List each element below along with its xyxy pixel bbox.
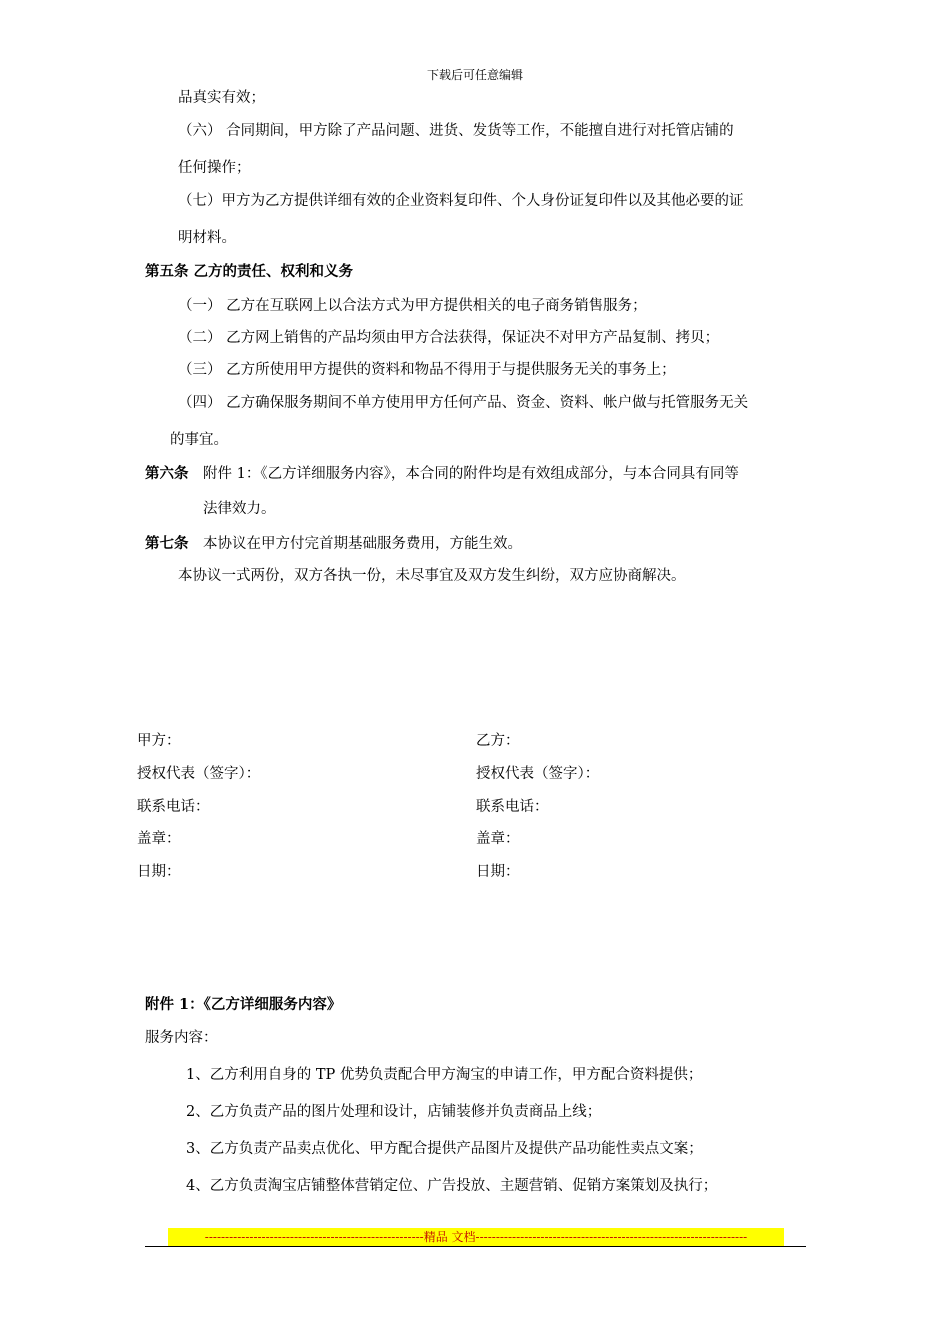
sig-right-date: 日期：	[476, 864, 520, 880]
body-line: 明材料。	[178, 230, 236, 246]
appendix-title: 附件 1：《乙方详细服务内容》	[145, 996, 342, 1013]
appendix-item: 4、乙方负责淘宝店铺整体营销定位、广告投放、主题营销、促销方案策划及执行；	[186, 1178, 718, 1194]
article-six-label: 第六条	[145, 465, 189, 482]
sig-left-date: 日期：	[137, 864, 181, 880]
article-six-text: 附件 1：《乙方详细服务内容》，本合同的附件均是有效组成部分，与本合同具有同等	[203, 466, 739, 482]
footer-divider	[145, 1246, 806, 1247]
page-header-note: 下载后可任意编辑	[426, 68, 523, 82]
article-seven-text: 本协议在甲方付完首期基础服务费用，方能生效。	[203, 536, 522, 552]
appendix-item: 3、乙方负责产品卖点优化、甲方配合提供产品图片及提供产品功能性卖点文案；	[186, 1141, 703, 1157]
appendix-item: 1、乙方利用自身的 TP 优势负责配合甲方淘宝的申请工作，甲方配合资料提供；	[186, 1067, 703, 1083]
article-five-item: （三） 乙方所使用甲方提供的资料和物品不得用于与提供服务无关的事务上；	[178, 362, 676, 378]
article-five-title: 第五条 乙方的责任、权利和义务	[145, 263, 354, 280]
article-seven-label: 第七条	[145, 535, 189, 552]
article-five-item-cont: 的事宜。	[170, 432, 228, 448]
article-five-item: （二） 乙方网上销售的产品均须由甲方合法获得，保证决不对甲方产品复制、拷贝；	[178, 330, 720, 346]
sig-right-phone: 联系电话：	[476, 799, 549, 815]
article-five-item: （一） 乙方在互联网上以合法方式为甲方提供相关的电子商务销售服务；	[178, 298, 647, 314]
sig-left-phone: 联系电话：	[137, 799, 210, 815]
appendix-item: 2、乙方负责产品的图片处理和设计，店铺装修并负责商品上线；	[186, 1104, 602, 1120]
clause-six: （六） 合同期间，甲方除了产品问题、进货、发货等工作，不能擅自进行对托管店铺的	[178, 123, 734, 139]
sig-right-representative: 授权代表（签字）：	[476, 766, 600, 782]
appendix-subtitle: 服务内容：	[145, 1030, 218, 1046]
sig-right-party: 乙方：	[476, 733, 520, 749]
clause-seven: （七）甲方为乙方提供详细有效的企业资料复印件、个人身份证复印件以及其他必要的证	[178, 193, 744, 209]
sig-left-seal: 盖章：	[137, 831, 181, 847]
article-five-item: （四） 乙方确保服务期间不单方使用甲方任何产品、资金、资料、帐户做与托管服务无关	[178, 395, 749, 411]
sig-left-party: 甲方：	[137, 733, 181, 749]
body-line: 品真实有效；	[178, 90, 265, 106]
sig-right-seal: 盖章：	[476, 831, 520, 847]
closing-text: 本协议一式两份，双方各执一份，未尽事宜及双方发生纠纷，双方应协商解决。	[178, 568, 686, 584]
sig-left-representative: 授权代表（签字）：	[137, 766, 261, 782]
footer-banner: ------------------------------------------------------精品 文档-------------------------------------------------------------------	[168, 1228, 784, 1246]
body-line: 任何操作；	[178, 160, 251, 176]
article-six-cont: 法律效力。	[203, 501, 276, 517]
